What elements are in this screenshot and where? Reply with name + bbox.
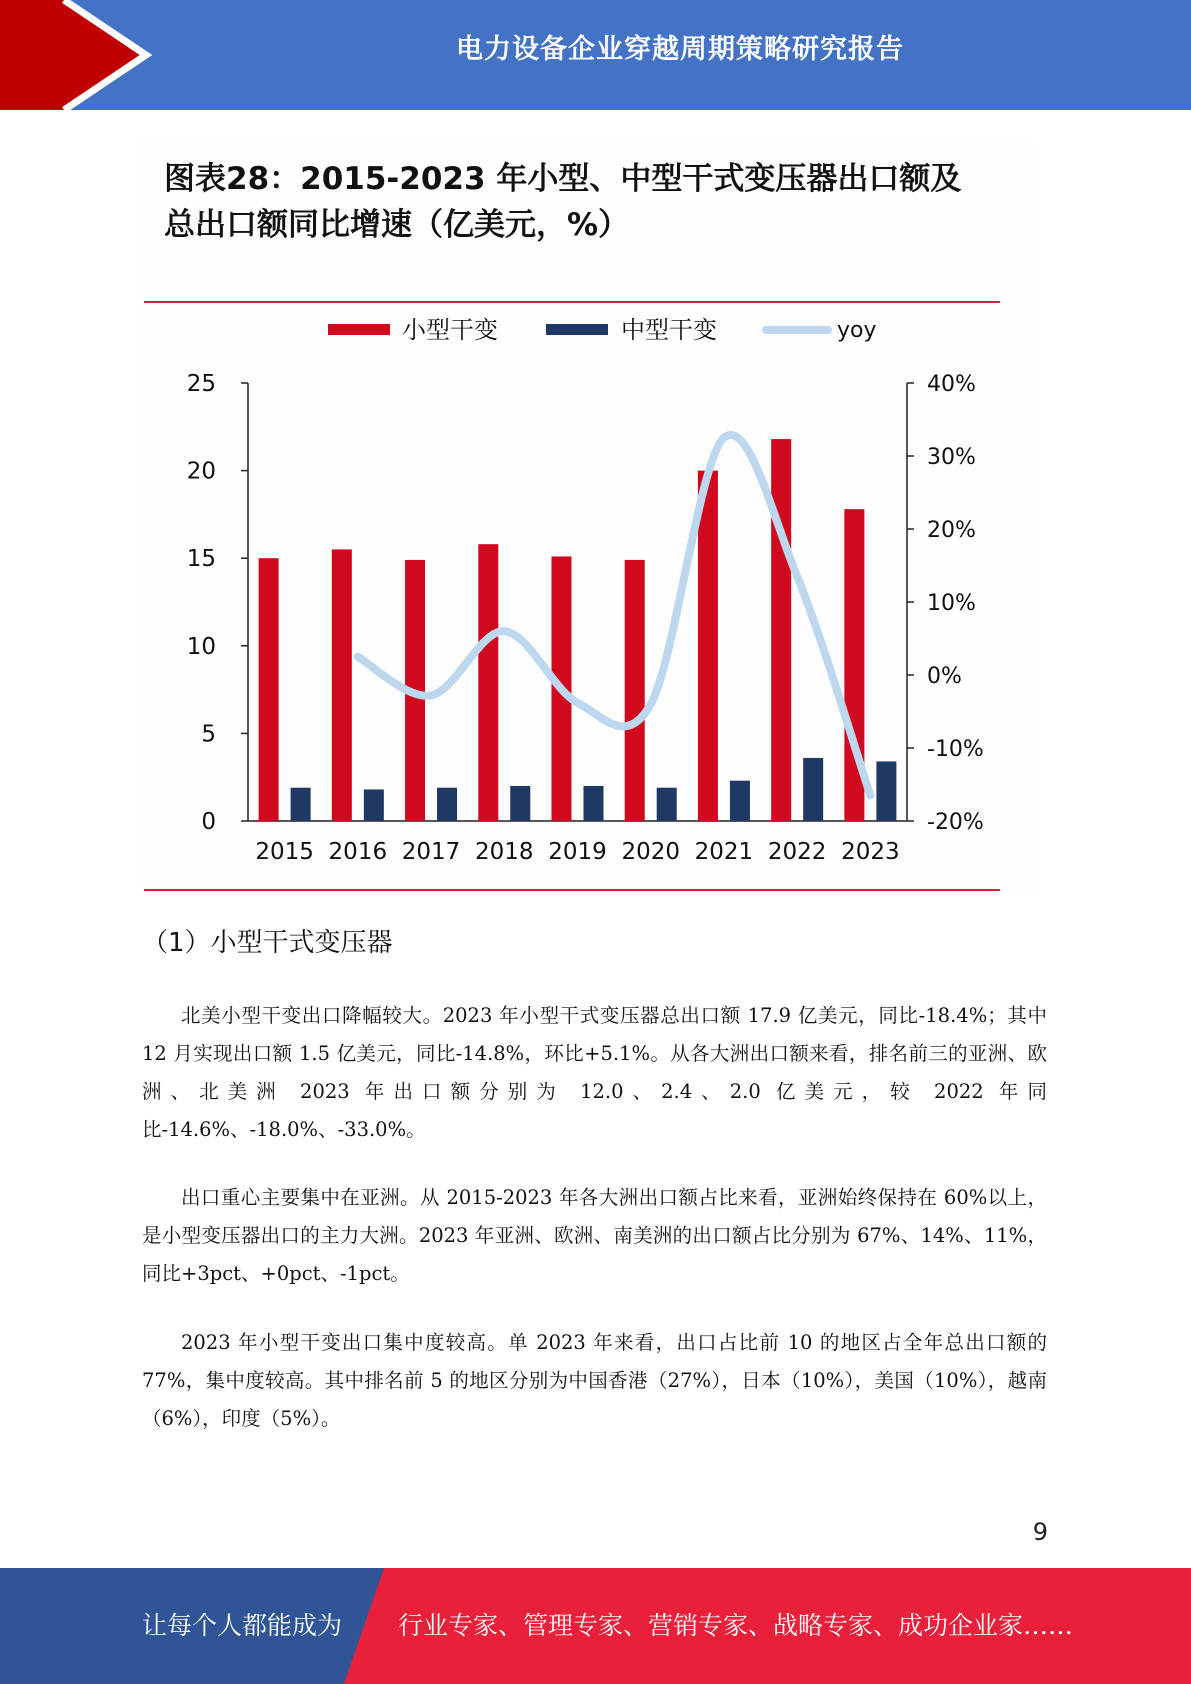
x-tick-label: 2015 [255,839,314,865]
figure-title-line-1: 图表28：2015-2023 年小型、中型干式变压器出口额及 [164,161,962,197]
bar-medium-dry-transformer [657,788,677,821]
footer-slogan-left: 让每个人都能成为 [142,1611,343,1640]
left-tick-label: 0 [201,809,216,835]
bar-small-dry-transformer [625,560,645,821]
legend-label-small: 小型干变 [402,316,498,344]
bar-medium-dry-transformer [291,788,311,821]
x-tick-label: 2023 [841,839,900,865]
legend-swatch-medium [546,324,608,335]
figure-title-line-2: 总出口额同比增速（亿美元，%） [164,207,630,243]
bar-medium-dry-transformer [584,786,604,821]
legend-swatch-small [328,324,390,335]
figure-panel [140,138,1033,896]
bar-medium-dry-transformer [364,789,384,821]
x-tick-label: 2019 [548,839,607,865]
right-tick-label: 10% [927,591,976,616]
bar-small-dry-transformer [478,544,498,821]
legend-label-medium: 中型干变 [621,316,717,344]
left-tick-label: 20 [186,458,216,485]
right-tick-label: 20% [927,518,976,543]
bar-small-dry-transformer [771,439,791,821]
export-chart [140,138,1033,896]
right-tick-label: 30% [927,445,976,470]
right-tick-label: 40% [927,372,976,397]
bar-small-dry-transformer [259,558,279,821]
bar-small-dry-transformer [698,471,718,821]
x-tick-label: 2020 [621,839,680,865]
paragraph-1: 北美小型干变出口降幅较大。2023 年小型干式变压器总出口额 17.9 亿美元，同比-18.4%；其中 12 月实现出口额 1.5 亿美元，同比-14.8%，环比+5.1%。从各大洲出口额来看，排名前三的亚洲、欧洲、北美洲 2023 年出口额分别为 12.0、2.4、2.0 亿美元，较 2022 年同比-14.6%、-18.0%、-33.0%。 [142,1004,1047,1141]
page-header [0,0,1191,110]
x-tick-label: 2021 [694,839,754,865]
page-number: 9 [1032,1518,1048,1546]
x-tick-label: 2016 [328,839,388,865]
chart-legend [328,316,877,344]
bar-medium-dry-transformer [730,781,750,821]
report-title: 电力设备企业穿越周期策略研究报告 [456,34,904,65]
figure-bottom-rule [144,889,1000,891]
bar-medium-dry-transformer [437,788,457,821]
header-arrow-decoration [0,0,160,110]
left-tick-label: 15 [186,546,216,573]
paragraph-2: 出口重心主要集中在亚洲。从 2015-2023 年各大洲出口额占比来看，亚洲始终保持在 60%以上，是小型变压器出口的主力大洲。2023 年亚洲、欧洲、南美洲的出口额占比分别为 67%、14%、11%，同比+3pct、+0pct、-1pct。 [142,1186,1047,1285]
chart-bars [259,439,897,821]
bar-small-dry-transformer [332,549,352,821]
left-tick-label: 25 [186,371,216,397]
chart-yoy-line [358,435,871,796]
x-tick-label: 2017 [401,839,461,865]
footer-slogan-right: 行业专家、管理专家、营销专家、战略专家、成功企业家…… [398,1611,1074,1640]
left-tick-label: 10 [186,633,216,660]
right-tick-label: -20% [927,810,984,835]
x-tick-label: 2022 [767,839,827,865]
right-tick-label: 0% [927,664,962,689]
section-heading: （1）小型干式变压器 [142,928,393,958]
yoy-series-line [358,435,871,796]
bar-medium-dry-transformer [510,786,530,821]
paragraph-3: 2023 年小型干变出口集中度较高。单 2023 年来看，出口占比前 10 的地区占全年总出口额的 77%，集中度较高。其中排名前 5 的地区分别为中国香港（27%），日本（10%），美国（10%），越南（6%），印度（5%）。 [142,1331,1047,1430]
bar-medium-dry-transformer [803,758,823,821]
right-tick-label: -10% [927,737,984,762]
legend-label-yoy: yoy [837,318,877,343]
bar-medium-dry-transformer [876,761,896,821]
x-tick-label: 2018 [475,839,534,865]
left-tick-label: 5 [201,721,216,748]
page-footer [0,1568,1191,1684]
